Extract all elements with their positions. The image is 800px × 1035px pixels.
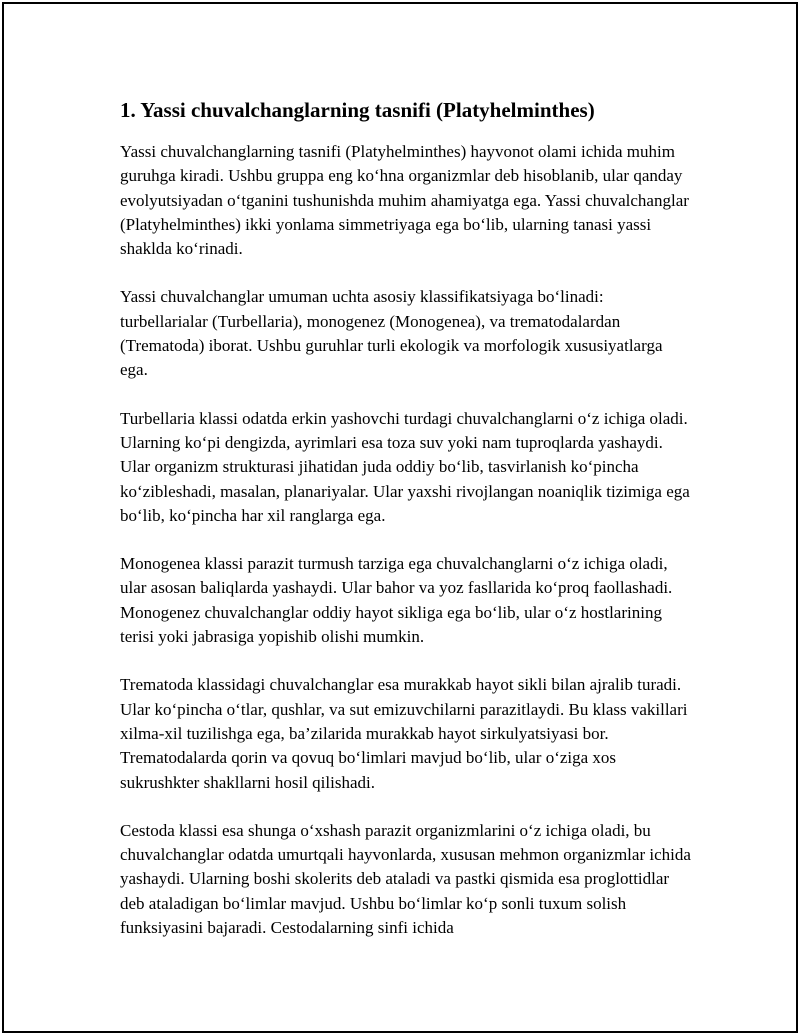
paragraph: Cestoda klassi esa shunga o‘xshash parazit organizmlarini o‘z ichiga oladi, bu chuvalchanglar odatda umurtqali hayvonlarda, xususan mehmon organizmlar ichida yashaydi. Ularning boshi skolerits deb ataladi va pastki qismida esa proglottidlar deb ataladigan bo‘limlar mavjud. Ushbu bo‘limlar ko‘p sonli tuxum solish funksiyasini bajaradi. Cestodalarning sinfi ichida [120, 820, 691, 938]
paragraph: Trematoda klassidagi chuvalchanglar esa murakkab hayot sikli bilan ajralib turadi. Ular ko‘pincha o‘tlar, qushlar, va sut emizuvchilarni parazitlaydi. Bu klass vakillari xilma-xil tuzilishga ega, ba’zilarida murakkab hayot sirkulyatsiyasi bor. Trematodalarda qorin va qovuq bo‘limlari mavjud bo‘lib, ular o‘ziga xos sukrushkter shakllarni hosil qilishadi. [120, 675, 688, 792]
paragraph: Yassi chuvalchanglar umuman uchta asosiy klassifikatsiyaga bo‘linadi: turbellarialar (Turbellaria), monogenez (Monogenea), va trematodalardan (Trematoda) iborat. Ushbu guruhlar turli ekologik va morfologik xususiyatlarga ega. [120, 287, 663, 380]
document-page [2, 2, 798, 1033]
paragraph: Turbellaria klassi odatda erkin yashovchi turdagi chuvalchanglarni o‘z ichiga oladi. Ularning ko‘pi dengizda, ayrimlari esa toza suv yoki nam tuproqlarda yashaydi. Ular organizm strukturasi jihatidan juda oddiy bo‘lib, tasvirlanish ko‘pincha ko‘zibleshadi, masalan, planariyalar. Ular yaxshi rivojlangan noaniqlik tizimiga ega bo‘lib, ko‘pincha har xil ranglarga ega. [120, 408, 690, 525]
paragraph: Yassi chuvalchanglarning tasnifi (Platyhelminthes) hayvonot olami ichida muhim guruhga kiradi. Ushbu gruppa eng ko‘hna organizmlar deb hisoblanib, ular qanday evolyutsiyadan o‘tganini tushunishda muhim ahamiyatga ega. Yassi chuvalchanglar (Platyhelminthes) ikki yonlama simmetriyaga ega bo‘lib, ularning tanasi yassi shaklda ko‘rinadi. [120, 142, 689, 259]
paragraph: Monogenea klassi parazit turmush tarziga ega chuvalchanglarni o‘z ichiga oladi, ular asosan baliqlarda yashaydi. Ular bahor va yoz fasllarida ko‘proq faollashadi. Monogenez chuvalchanglar oddiy hayot sikliga ega bo‘lib, ular o‘z hostlarining terisi yoki jabrasiga yopishib olishi mumkin. [120, 554, 673, 647]
document-content [120, 96, 692, 964]
section-heading: 1. Yassi chuvalchanglarning tasnifi (Platyhelminthes) [120, 98, 595, 122]
